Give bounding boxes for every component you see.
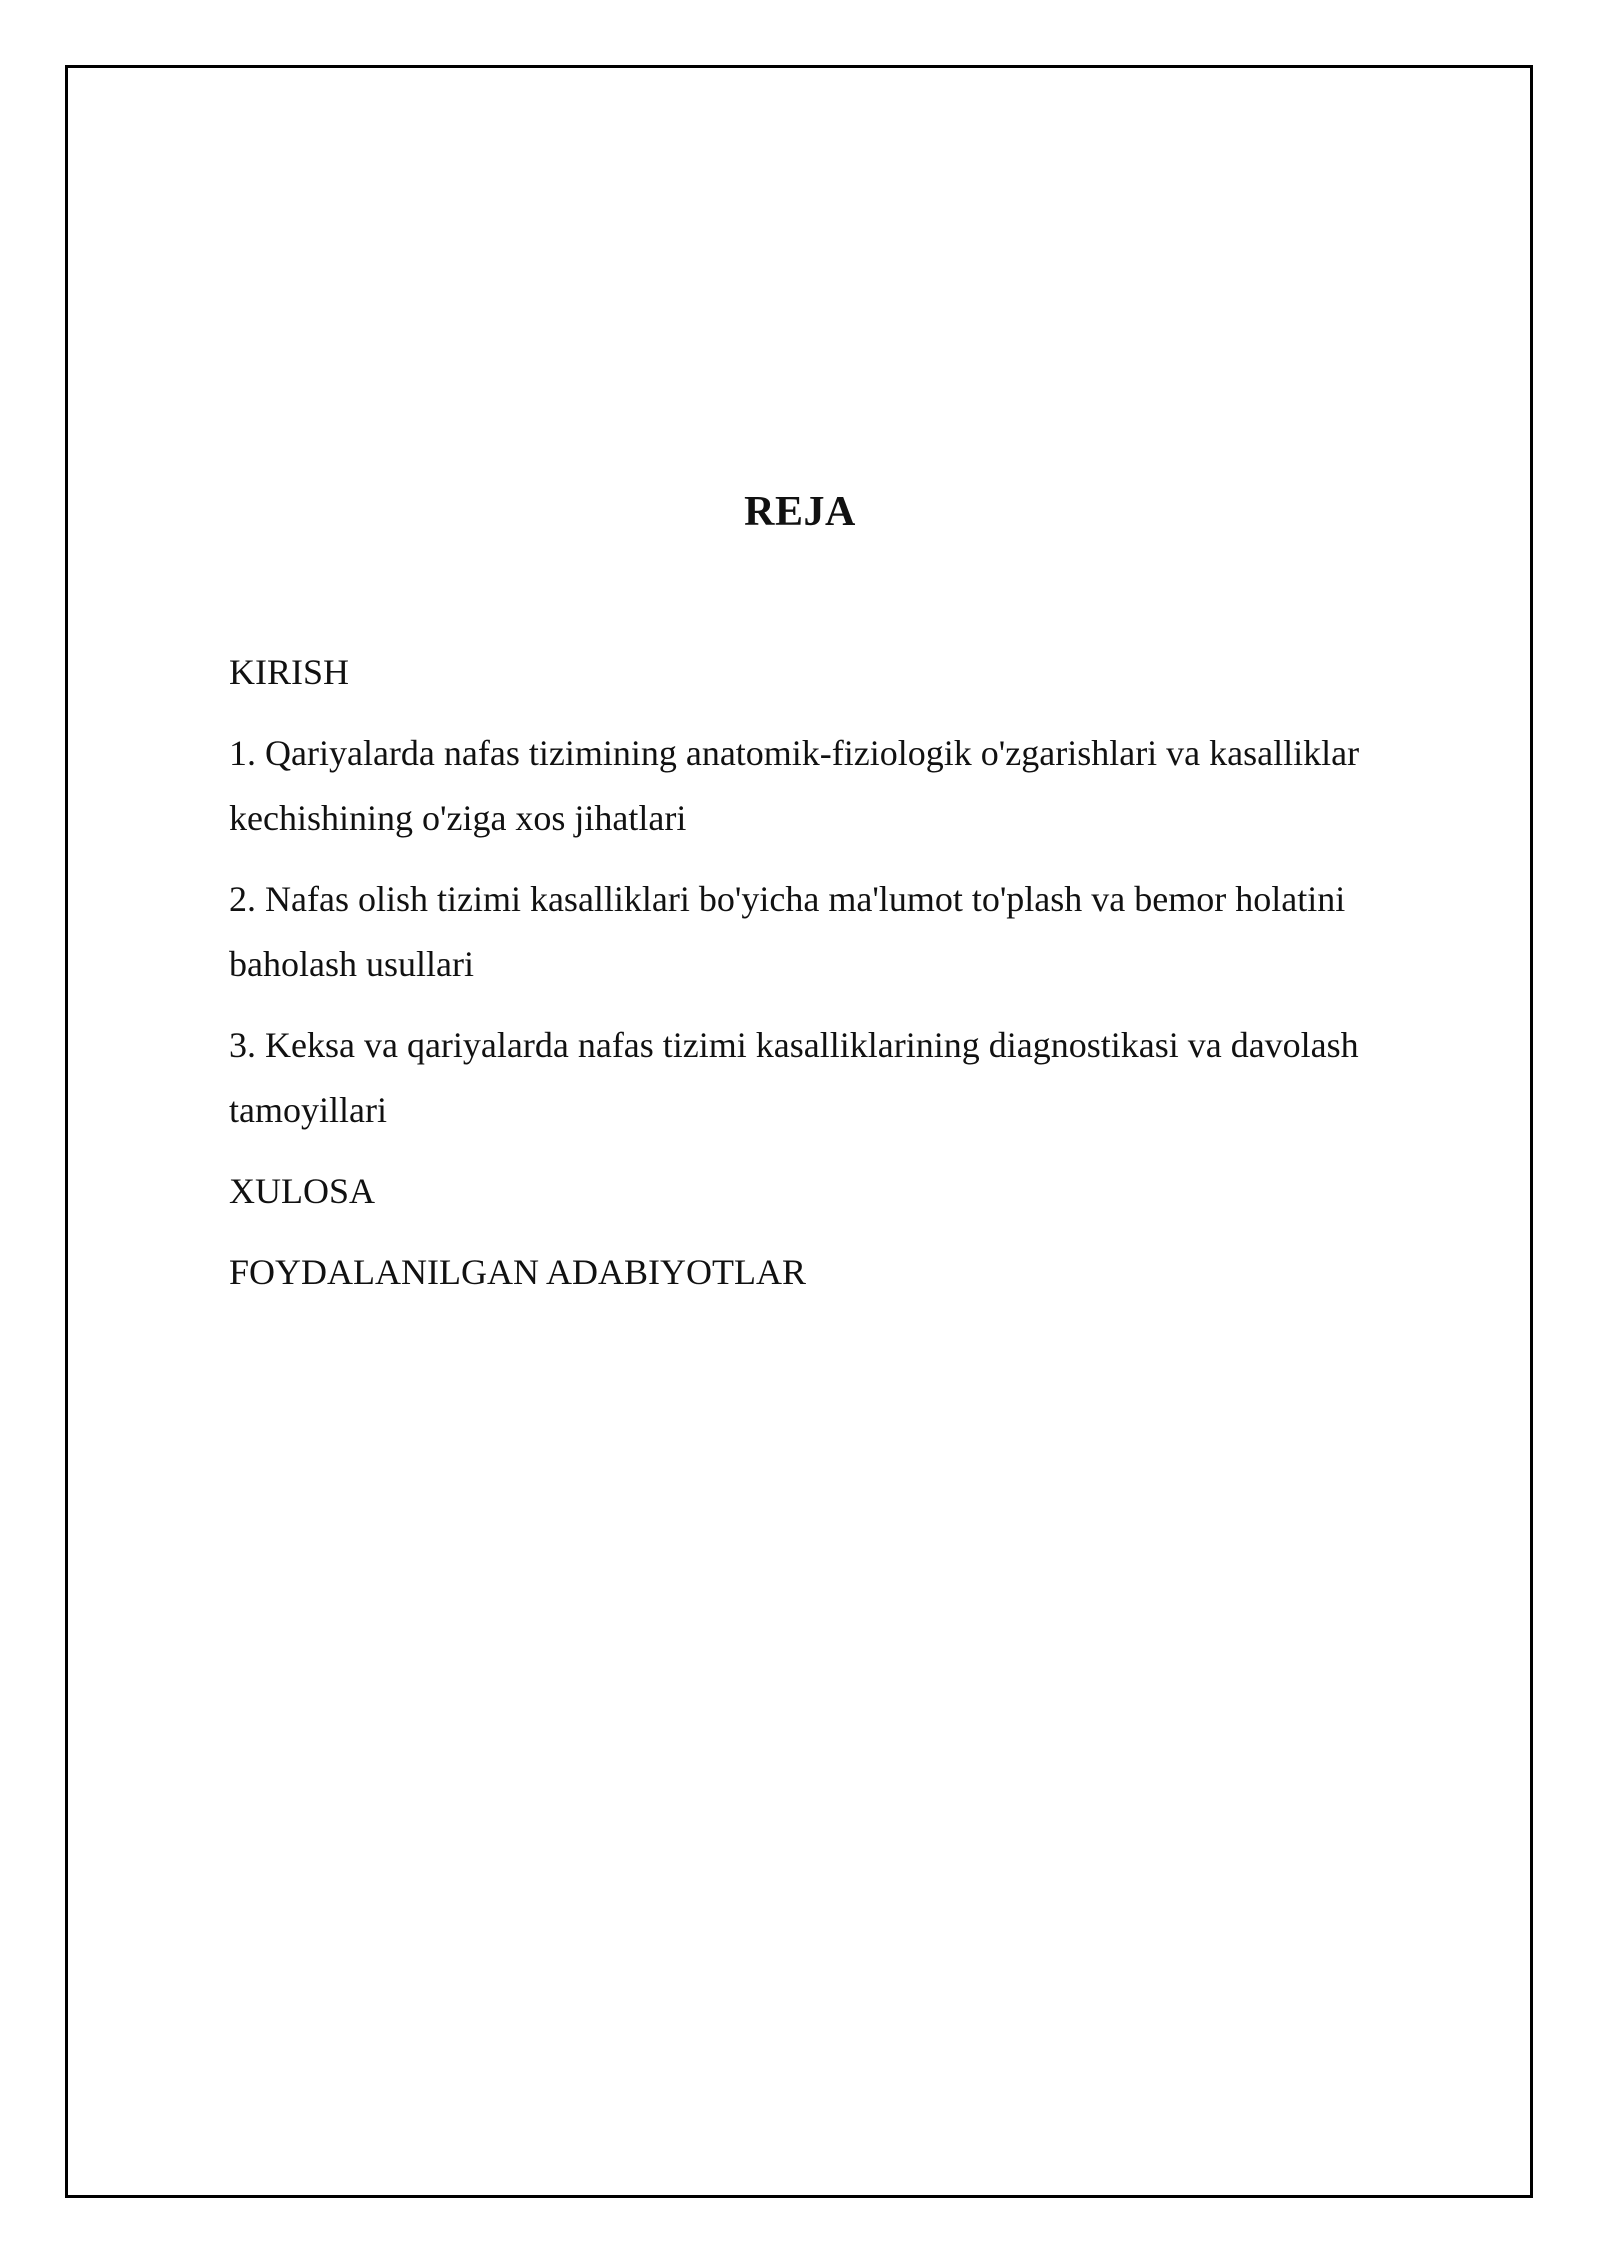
plan-item-introduction: KIRISH — [229, 652, 350, 692]
plan-item-2: 2. Nafas olish tizimi kasalliklari bo'yicha ma'lumot to'plash va bemor holatini baholash usullari — [229, 879, 1346, 984]
plan-item-3: 3. Keksa va qariyalarda nafas tizimi kasalliklarining diagnostikasi va davolash tamoyillari — [229, 1025, 1359, 1130]
document-title: REJA — [744, 489, 856, 536]
plan-item-references: FOYDALANILGAN ADABIYOTLAR — [229, 1252, 806, 1292]
plan-list — [229, 640, 1429, 1321]
plan-item-1: 1. Qariyalarda nafas tizimining anatomik-fiziologik o'zgarishlari va kasalliklar kechishining o'ziga xos jihatlari — [229, 733, 1360, 838]
plan-item-conclusion: XULOSA — [229, 1171, 376, 1211]
